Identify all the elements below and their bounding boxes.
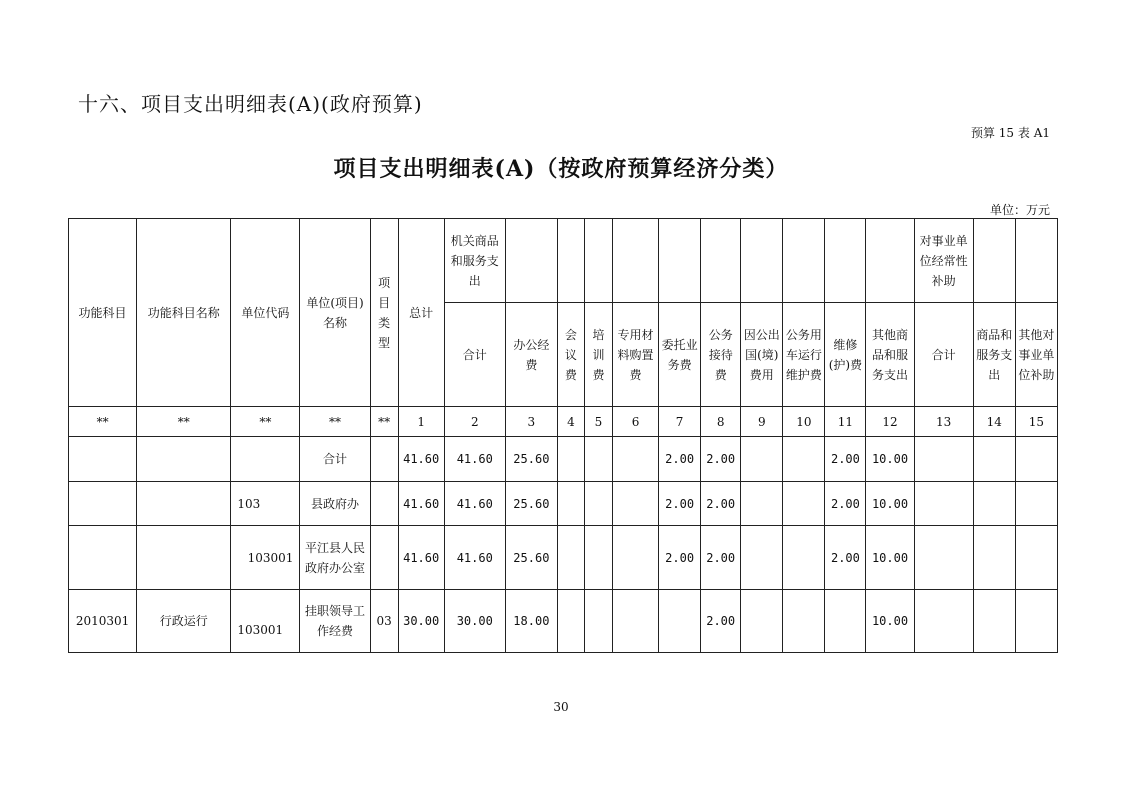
func-code-cell: 2010301 bbox=[69, 590, 137, 653]
index-cell: 12 bbox=[866, 407, 914, 437]
col-header-a-car: 公务用车运行维护费 bbox=[783, 303, 825, 407]
a-material-cell bbox=[613, 437, 659, 482]
col-header-a-training: 培训费 bbox=[584, 303, 612, 407]
a-repair-cell: 2.00 bbox=[825, 526, 866, 590]
func-name-cell bbox=[137, 482, 231, 526]
func-code-cell bbox=[69, 482, 137, 526]
index-cell: ** bbox=[370, 407, 398, 437]
a-meeting-cell bbox=[557, 437, 584, 482]
a-car-cell bbox=[783, 437, 825, 482]
col-header-a-material: 专用材料购置费 bbox=[613, 303, 659, 407]
type-cell: 03 bbox=[370, 590, 398, 653]
col-header-a-reception: 公务接待费 bbox=[701, 303, 741, 407]
col-header-a-abroad: 因公出国(境)费用 bbox=[741, 303, 783, 407]
a-sum-cell: 41.60 bbox=[444, 482, 505, 526]
a-sum-cell: 41.60 bbox=[444, 526, 505, 590]
a-abroad-cell bbox=[741, 526, 783, 590]
a-repair-cell bbox=[825, 590, 866, 653]
col-header-b-goods: 商品和服务支出 bbox=[973, 303, 1015, 407]
a-car-cell bbox=[783, 526, 825, 590]
unit-code-cell: 103001 bbox=[231, 526, 300, 590]
index-cell: 2 bbox=[444, 407, 505, 437]
index-cell: 8 bbox=[701, 407, 741, 437]
unit-code-cell: 103 bbox=[231, 482, 300, 526]
a-other-cell: 10.00 bbox=[866, 437, 914, 482]
a-training-cell bbox=[584, 526, 612, 590]
type-cell bbox=[370, 437, 398, 482]
b-other-cell bbox=[1015, 590, 1057, 653]
total-cell: 30.00 bbox=[398, 590, 444, 653]
b-goods-cell bbox=[973, 437, 1015, 482]
unit-label: 单位：万元 bbox=[989, 203, 1050, 217]
a-entrust-cell: 2.00 bbox=[659, 437, 701, 482]
a-meeting-cell bbox=[557, 526, 584, 590]
a-reception-cell: 2.00 bbox=[701, 590, 741, 653]
table-row bbox=[69, 482, 1058, 526]
a-reception-cell: 2.00 bbox=[701, 437, 741, 482]
a-abroad-cell bbox=[741, 590, 783, 653]
a-sum-cell: 41.60 bbox=[444, 437, 505, 482]
unit-code-cell: 103001 bbox=[231, 590, 300, 653]
type-cell bbox=[370, 482, 398, 526]
col-header-item-type: 项目类型 bbox=[370, 219, 398, 407]
table-title: 项目支出明细表(A)（按政府预算经济分类） bbox=[333, 156, 789, 182]
a-office-cell: 25.60 bbox=[505, 526, 557, 590]
a-sum-cell: 30.00 bbox=[444, 590, 505, 653]
total-cell: 41.60 bbox=[398, 437, 444, 482]
col-header-a-meeting: 会议费 bbox=[557, 303, 584, 407]
b-goods-cell bbox=[973, 482, 1015, 526]
index-cell: 5 bbox=[584, 407, 612, 437]
b-sum-cell bbox=[914, 526, 973, 590]
index-cell: 10 bbox=[783, 407, 825, 437]
func-name-cell bbox=[137, 437, 231, 482]
index-cell: 9 bbox=[741, 407, 783, 437]
index-cell: ** bbox=[231, 407, 300, 437]
b-goods-cell bbox=[973, 526, 1015, 590]
a-office-cell: 25.60 bbox=[505, 482, 557, 526]
a-other-cell: 10.00 bbox=[866, 590, 914, 653]
index-cell: 7 bbox=[659, 407, 701, 437]
col-header-unit-name: 单位(项目)名称 bbox=[300, 219, 370, 407]
index-cell: ** bbox=[69, 407, 137, 437]
index-cell: 1 bbox=[398, 407, 444, 437]
col-header-group-a: 机关商品和服务支出 bbox=[444, 219, 505, 303]
index-cell: 6 bbox=[613, 407, 659, 437]
a-training-cell bbox=[584, 437, 612, 482]
table-row bbox=[69, 526, 1058, 590]
func-code-cell bbox=[69, 526, 137, 590]
name-cell: 平江县人民政府办公室 bbox=[300, 526, 370, 590]
a-entrust-cell bbox=[659, 590, 701, 653]
func-code-cell bbox=[69, 437, 137, 482]
b-other-cell bbox=[1015, 482, 1057, 526]
col-header-unit-code: 单位代码 bbox=[231, 219, 300, 407]
a-meeting-cell bbox=[557, 482, 584, 526]
header-row-1 bbox=[69, 219, 1058, 303]
a-repair-cell: 2.00 bbox=[825, 437, 866, 482]
col-header-group-b: 对事业单位经常性补助 bbox=[914, 219, 973, 303]
col-header-a-office: 办公经费 bbox=[505, 303, 557, 407]
a-reception-cell: 2.00 bbox=[701, 526, 741, 590]
index-cell: 3 bbox=[505, 407, 557, 437]
name-cell: 挂职领导工作经费 bbox=[300, 590, 370, 653]
b-sum-cell bbox=[914, 482, 973, 526]
a-other-cell: 10.00 bbox=[866, 482, 914, 526]
page-number: 30 bbox=[553, 700, 569, 714]
a-other-cell: 10.00 bbox=[866, 526, 914, 590]
col-header-total: 总计 bbox=[398, 219, 444, 407]
a-office-cell: 25.60 bbox=[505, 437, 557, 482]
index-cell: 14 bbox=[973, 407, 1015, 437]
index-cell: 11 bbox=[825, 407, 866, 437]
col-header-b-sum: 合计 bbox=[914, 303, 973, 407]
index-cell: ** bbox=[300, 407, 370, 437]
a-material-cell bbox=[613, 590, 659, 653]
table-row bbox=[69, 590, 1058, 653]
index-row bbox=[69, 407, 1058, 437]
type-cell bbox=[370, 526, 398, 590]
expenditure-table bbox=[68, 218, 1058, 653]
col-header-a-entrust: 委托业务费 bbox=[659, 303, 701, 407]
name-cell: 合计 bbox=[300, 437, 370, 482]
func-name-cell bbox=[137, 526, 231, 590]
func-name-cell: 行政运行 bbox=[137, 590, 231, 653]
a-reception-cell: 2.00 bbox=[701, 482, 741, 526]
unit-code-cell bbox=[231, 437, 300, 482]
a-office-cell: 18.00 bbox=[505, 590, 557, 653]
col-header-b-other: 其他对事业单位补助 bbox=[1015, 303, 1057, 407]
col-header-a-other: 其他商品和服务支出 bbox=[866, 303, 914, 407]
a-material-cell bbox=[613, 526, 659, 590]
a-meeting-cell bbox=[557, 590, 584, 653]
b-other-cell bbox=[1015, 437, 1057, 482]
index-cell: 4 bbox=[557, 407, 584, 437]
b-sum-cell bbox=[914, 590, 973, 653]
a-abroad-cell bbox=[741, 482, 783, 526]
section-heading: 十六、项目支出明细表(A)(政府预算) bbox=[78, 92, 423, 116]
a-car-cell bbox=[783, 482, 825, 526]
table-row bbox=[69, 437, 1058, 482]
b-goods-cell bbox=[973, 590, 1015, 653]
a-training-cell bbox=[584, 590, 612, 653]
a-abroad-cell bbox=[741, 437, 783, 482]
b-other-cell bbox=[1015, 526, 1057, 590]
index-cell: ** bbox=[137, 407, 231, 437]
total-cell: 41.60 bbox=[398, 482, 444, 526]
index-cell: 15 bbox=[1015, 407, 1057, 437]
a-material-cell bbox=[613, 482, 659, 526]
b-sum-cell bbox=[914, 437, 973, 482]
a-entrust-cell: 2.00 bbox=[659, 526, 701, 590]
a-entrust-cell: 2.00 bbox=[659, 482, 701, 526]
index-cell: 13 bbox=[914, 407, 973, 437]
name-cell: 县政府办 bbox=[300, 482, 370, 526]
total-cell: 41.60 bbox=[398, 526, 444, 590]
col-header-a-repair: 维修(护)费 bbox=[825, 303, 866, 407]
col-header-func-name: 功能科目名称 bbox=[137, 219, 231, 407]
table-code: 预算 15 表 A1 bbox=[970, 126, 1050, 140]
col-header-func-code: 功能科目 bbox=[69, 219, 137, 407]
a-repair-cell: 2.00 bbox=[825, 482, 866, 526]
a-car-cell bbox=[783, 590, 825, 653]
a-training-cell bbox=[584, 482, 612, 526]
col-header-a-sum: 合计 bbox=[444, 303, 505, 407]
